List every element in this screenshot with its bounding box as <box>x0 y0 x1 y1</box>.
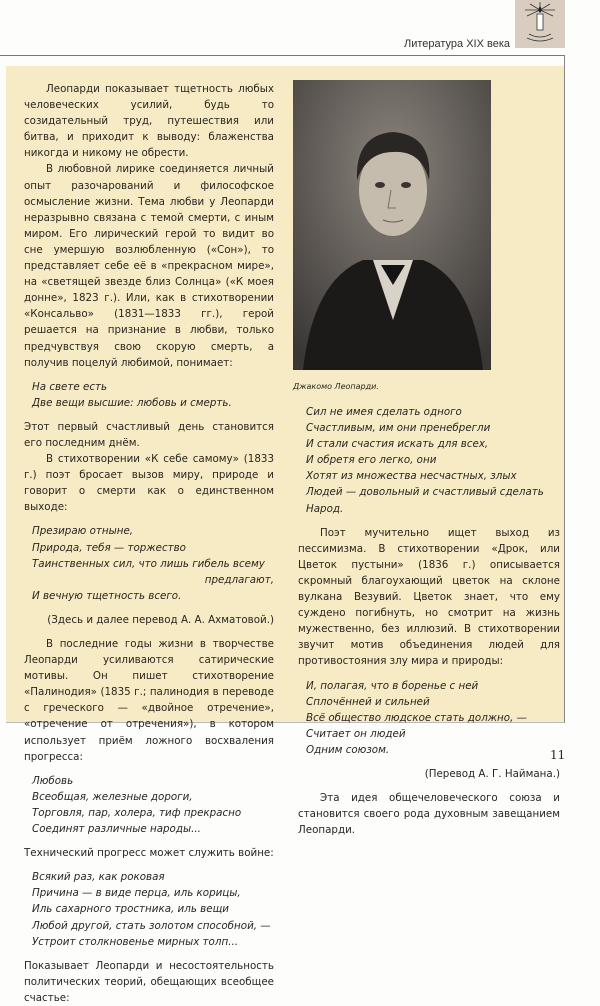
poem-line: Всё общество людское стать должно, — <box>306 711 527 724</box>
paragraph: В стихотворении «К себе самому» (1833 г.) поэт бросает вызов миру, природе и говорит о смерти как о единственном выходе: <box>24 453 274 514</box>
poem-line: Всеобщая, железные дороги, <box>32 790 193 803</box>
poem-excerpt <box>32 379 274 411</box>
paragraph: Леопарди показывает тщетность любых человеческих усилий, будь то созидательный труд, путешествия или битва, и приходит к выводу: блаженства никогда и никому не обрести. <box>24 83 274 160</box>
poem-line: Соединят различные народы... <box>32 823 201 836</box>
header-rule <box>0 55 564 56</box>
translation-credit: (Перевод А. Г. Наймана.) <box>424 767 560 780</box>
paragraph: В любовной лирике соединяется личный опыт разочарований и философское осмысление жизни. Тема любви у Леопарди неразрывно связана с темой смерти, с иным миром. Его лирический герой то видит во сне умершую возлюбленную («Сон»), то представляет себе её в «прекрасном мире», на «светящей звезде близ Солнца» («К моея донне», 1823 г.). Или, как в стихотворении «Консальво» (1831—1833 гг.), герой решается на признание в любви, только предчувствуя свою скорую смерть, а получив поцелуй любимой, понимает: <box>24 163 274 369</box>
poem-line: На свете есть <box>32 380 108 393</box>
portrait-image <box>293 80 491 370</box>
poem-excerpt <box>32 523 274 603</box>
paragraph: Этот первый счастливый день становится его последним днём. <box>24 420 274 449</box>
poem-excerpt <box>306 404 560 517</box>
poem-line: И вечную тщетность всего. <box>32 589 182 602</box>
poem-line: Всякий раз, как роковая <box>32 871 165 884</box>
poem-line: И стали счастия искать для всех, <box>306 438 489 451</box>
poem-line: Две вещи высшие: любовь и смерть. <box>32 396 232 409</box>
poem-line: Счастливым, им они пренебрегли <box>306 422 491 435</box>
candle-emblem-icon <box>515 0 565 48</box>
poem-line: И обретя его легко, они <box>306 454 437 467</box>
poem-line: Причина — в виде перца, иль корицы, <box>32 887 241 900</box>
poem-excerpt <box>32 773 274 837</box>
page-number: 11 <box>550 748 566 762</box>
paragraph: Поэт мучительно ищет выход из пессимизма. В стихотворении «Дрок, или Цветок пустыни» (1836 г.) описывается скромный благоухающий цветок на склоне вулкана Везувий. Цветок знает, что ему суждено погибнуть, но смотрит на жизнь мужественно, без иллюзий. В стихотворении звучит мотив объединения людей для противостояния злу мира и природы: <box>298 526 560 668</box>
frame-rule <box>564 55 565 722</box>
poem-line: Природа, тебя — торжество <box>32 541 186 554</box>
poem-line: Устроит столкновенье мирных толп... <box>32 935 238 948</box>
poem-line: предлагают, <box>204 573 274 586</box>
right-column <box>298 404 560 838</box>
poem-line: Считает он людей <box>306 727 406 740</box>
translation-credit: (Здесь и далее перевод А. А. Ахматовой.) <box>47 613 274 626</box>
left-column <box>24 81 274 1006</box>
poem-line: Людей — довольный и счастливый сделать <box>306 486 544 499</box>
paragraph: Показывает Леопарди и несостоятельность политических теорий, обещающих всеобщее счастье: <box>24 959 274 1004</box>
running-header: Литература XIX века <box>403 38 510 50</box>
paragraph: Технический прогресс может служить войне: <box>24 847 274 860</box>
poem-line: Народ. <box>306 502 344 515</box>
poem-line: Одним союзом. <box>306 743 390 756</box>
portrait-caption: Джакомо Леопарди. <box>293 382 379 391</box>
poem-line: Презираю отныне, <box>32 525 134 538</box>
poem-line: И, полагая, что в боренье с ней <box>306 679 479 692</box>
poem-line: Сил не имея сделать одного <box>306 406 462 418</box>
poem-line: Иль сахарного тростника, иль вещи <box>32 903 229 916</box>
poem-line: Любой другой, стать золотом способной, — <box>32 919 271 932</box>
paragraph: В последние годы жизни в творчестве Леопарди усиливаются сатирические мотивы. Он пишет стихотворение «Палинодия» (1835 г.; палинодия в переводе с греческого — «двойное отречение», «отречение от отречения»), в котором использует приём ложного восхваления прогресса: <box>24 638 274 763</box>
poem-line: Любовь <box>32 774 74 787</box>
poem-excerpt <box>32 869 274 949</box>
poem-excerpt <box>306 678 560 758</box>
poem-line: Сплочённей и сильней <box>306 695 430 708</box>
poem-line: Таинственных сил, что лишь гибель всему <box>32 557 265 570</box>
poem-line: Хотят из множества несчастных, злых <box>306 470 517 483</box>
paragraph: Эта идея общечеловеческого союза и становится своего рода духовным завещанием Леопарди. <box>298 792 560 837</box>
poem-line: Торговля, пар, холера, тиф прекрасно <box>32 806 242 819</box>
